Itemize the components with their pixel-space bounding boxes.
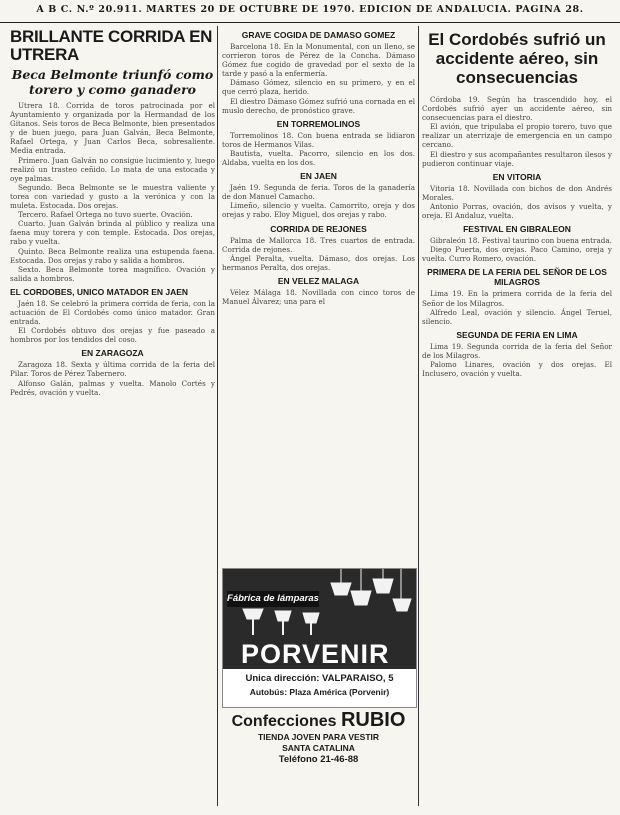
article-paragraph: Palomo Linares, ovación y dos orejas. El Inclusero, ovación y vuelta. [422, 359, 612, 379]
section-subhead: CORRIDA DE REJONES [270, 223, 367, 234]
article-paragraph: Jaén 18. Se celebró la primera corrida de feria, con la actuación de El Cordobés como único matador. Gran entrada. [10, 298, 215, 327]
section-subhead: EN TORREMOLINOS [276, 118, 361, 129]
section-subhead: EL CORDOBES, UNICO MATADOR EN JAEN [10, 286, 189, 297]
article-paragraph: Utrera 18. Corrida de toros patrocinada por el Ayuntamiento y organizada por la Hermandad de los Gitanos. Seis toros de Beca Belmonte, bien presentados y de buen juego, para Juan Galván, Beca Belmonte, Rafael Ortega, y Juan Carlos Beca, sobresaliente. Media entrada. [10, 101, 215, 156]
article-paragraph: Vélez Málaga 18. Novillada con cinco toros de Manuel Álvarez; una para el [222, 287, 415, 306]
ad-rubio-prefix: Confecciones [231, 713, 341, 730]
article-paragraph: Lima 19. Segunda corrida de la feria del Señor de los Milagros. [422, 341, 612, 360]
article-paragraph: Primero. Juan Galván no consigue lucimiento y, luego realizó un trasteo ceñido. Lo mata de una estocada y oye palmas. [10, 155, 215, 183]
article-paragraph: Lima 19. En la primera corrida de la feria del Señor de los Milagros. [422, 289, 612, 308]
ad-store-name: PORVENIR [241, 639, 390, 669]
article-paragraph: Palma de Mallorca 18. Tres cuartos de entrada. Corrida de rejones. [222, 235, 415, 254]
article-paragraph: Sexto. Beca Belmonte torea magnífico. Ovación y salida a hombros. [10, 264, 215, 283]
page-header [0, 4, 620, 23]
article-paragraph: El diestro Dámaso Gómez sufrió una cornada en el muslo derecho, de pronóstico grave. [222, 96, 415, 115]
column-middle [222, 26, 415, 566]
ad-rubio-brand: RUBIO [340, 709, 406, 731]
article-paragraph: Alfonso Galán, palmas y vuelta. Manolo Cortés y Pedrés, ovación y vuelta. [10, 378, 215, 397]
article-paragraph: Diego Puerta, dos orejas. Paco Camino, oreja y vuelta. Curro Romero, ovación. [422, 245, 612, 264]
article-paragraph: Cuarto. Juan Galván brinda al público y realiza una faena muy torera y con temple. Estocada. Dos orejas, rabo y vuelta. [10, 219, 215, 247]
article-paragraph: Vitoria 18. Novillada con bichos de don Andrés Morales. [422, 183, 612, 202]
article-paragraph: Antonio Porras, ovación, dos avisos y vuelta, y oreja. El Andaluz, vuelta. [422, 201, 612, 221]
ad-rubio-name [222, 710, 415, 732]
ad-brand-label: Fábrica de lámparas [227, 591, 319, 607]
article-paragraph: Jaén 19. Segunda de feria. Toros de la ganadería de don Manuel Camacho. [222, 183, 415, 202]
article-paragraph: El Cordobés obtuvo dos orejas y fue paseado a hombros por los tendidos del coso. [10, 326, 215, 345]
article-paragraph: Tercero. Rafael Ortega no tuvo suerte. Ovación. [18, 210, 193, 220]
article-headline: El Cordobés sufrió un accidente aéreo, sin consecuencias [428, 30, 606, 87]
ad-rubio-tagline: TIENDA JOVEN PARA VESTIR [257, 732, 380, 742]
column-divider [217, 26, 218, 806]
article-paragraph: Córdoba 19. Según ha trascendido hoy, el Cordobés sufrió ayer un accidente aéreo, sin consecuencias para el diestro. [422, 95, 612, 123]
page-header-text: A B C. N.º 20.911. MARTES 20 DE OCTUBRE DE 1970. EDICION DE ANDALUCIA. PAGINA 28. [36, 4, 584, 15]
column-left [10, 26, 215, 806]
section-subhead: EN ZARAGOZA [81, 348, 144, 359]
ad-address: Unica dirección: VALPARAISO, 5 [245, 673, 394, 684]
section-subhead: SEGUNDA DE FERIA EN LIMA [456, 329, 578, 340]
section-subhead: EN VITORIA [492, 171, 542, 182]
ad-rubio-street: SANTA CATALINA [282, 743, 355, 753]
article-paragraph: Gibraleón 18. Festival taurino con buena entrada. [430, 236, 612, 246]
advertisement-porvenir [222, 568, 417, 708]
article-paragraph: Limeño, silencio y vuelta. Camorrito, oreja y dos orejas y rabo. Eloy Miguel, dos orejas y rabo. [222, 201, 415, 220]
article-paragraph: El avión, que tripulaba el propio torero, tuvo que realizar un aterrizaje de emergencia en un campo cercano. [422, 122, 612, 150]
section-subhead: FESTIVAL EN GIBRALEON [463, 224, 571, 235]
article-paragraph: Barcelona 18. En la Monumental, con un lleno, se corrieron toros de Pérez de la Concha. Dámaso Gómez fue cogido de gravedad por el sexto de la tarde y pasó a la enfermería. [222, 42, 415, 79]
ad-bus-info: Autobús: Plaza América (Porvenir) [249, 687, 390, 697]
article-paragraph: Segundo. Beca Belmonte se le muestra valiente y torea con variedad y gusto a la verónica y con la muleta. Estocada. Dos orejas. [10, 182, 215, 211]
article-paragraph: Bautista, vuelta. Pacorro, silencio en los dos. Aldaba, vuelta en los dos. [222, 148, 415, 168]
column-divider [418, 26, 419, 806]
article-paragraph: Ángel Peralta, vuelta. Dámaso, dos orejas. Los hermanos Peralta, dos orejas. [222, 253, 415, 272]
ad-rubio-phone: Teléfono 21-46-88 [278, 754, 359, 765]
column-right [422, 26, 612, 806]
article-headline: BRILLANTE CORRIDA EN UTRERA [10, 27, 213, 64]
section-subhead: GRAVE COGIDA DE DAMASO GOMEZ [241, 30, 396, 40]
article-paragraph: El diestro y sus acompañantes resultaron ilesos y pudieron continuar viaje. [422, 149, 612, 168]
section-subhead: EN VELEZ MALAGA [277, 275, 360, 286]
article-paragraph: Zaragoza 18. Sexta y última corrida de la feria del Pilar. Toros de Pérez Tabernero. [10, 360, 215, 379]
article-paragraph: Alfredo Leal, ovación y silencio. Ángel Teruel, silencio. [422, 307, 612, 326]
section-subhead: EN JAEN [300, 171, 337, 182]
article-paragraph: Quinto. Beca Belmonte realiza una estupenda faena. Estocada. Dos orejas y rabo y salida a hombros. [10, 246, 215, 265]
section-subhead: PRIMERA DE LA FERIA DEL SEÑOR DE LOS MILAGROS [427, 267, 607, 288]
advertisement-rubio [222, 710, 415, 780]
article-paragraph: Torremolinos 18. Con buena entrada se lidiaron toros de Hermanos Vilas. [222, 130, 415, 149]
article-paragraph: Dámaso Gómez, silencio en su primero, y en el que cerró plaza, herido. [222, 78, 415, 97]
article-kicker: Beca Belmonte triunfó como torero y como ganadero [11, 67, 214, 97]
